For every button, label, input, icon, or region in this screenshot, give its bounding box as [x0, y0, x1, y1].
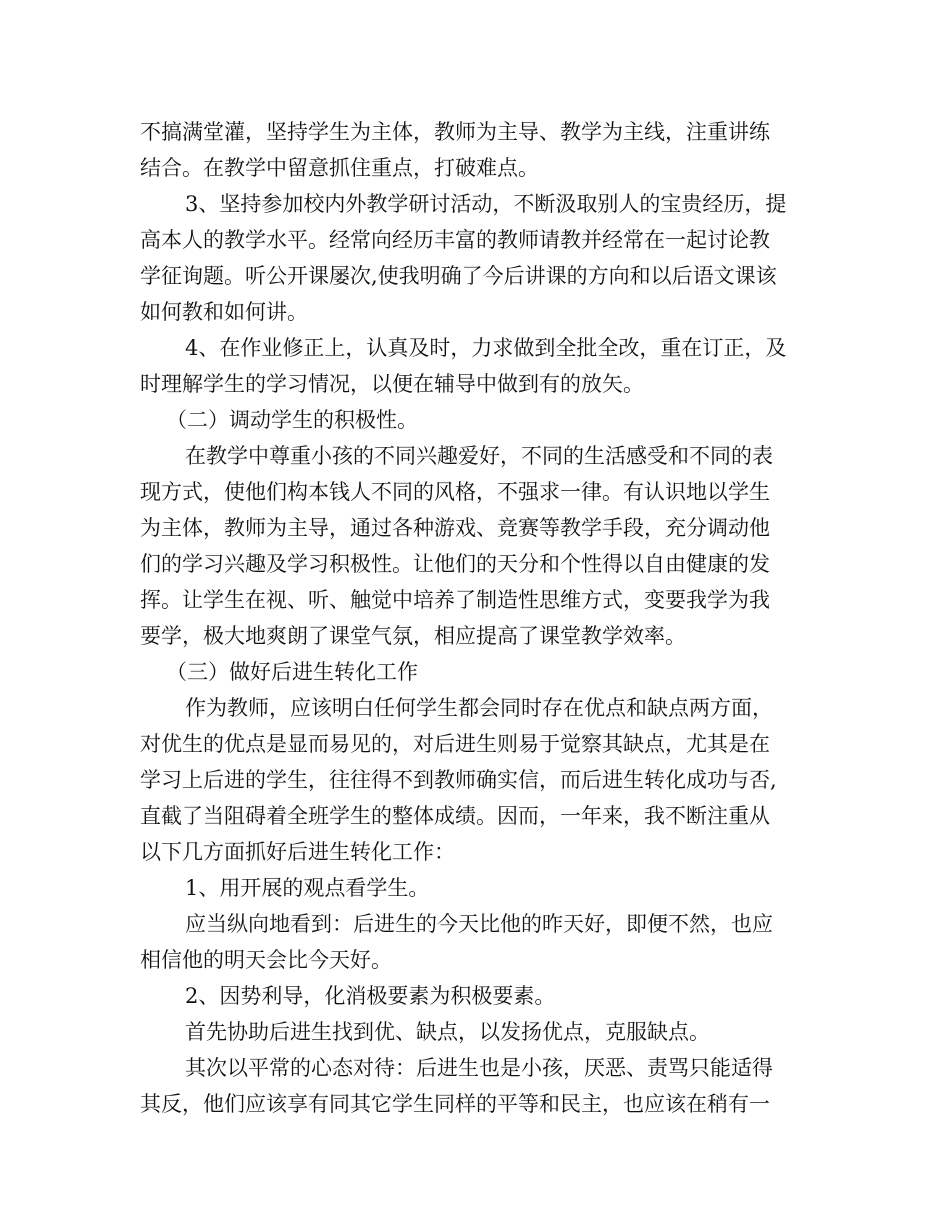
- text-line: 学征询题。听公开课屡次,使我明确了今后讲课的方向和以后语文课该: [140, 264, 777, 288]
- text-line: 4、在作业修正上，认真及时，力求做到全批全改，重在订正，及: [185, 336, 787, 360]
- text-line: 其次以平常的心态对待：后进生也是小孩，厌恶、责骂只能适得: [185, 1056, 773, 1080]
- text-line: 时理解学生的学习情况，以便在辅导中做到有的放矢。: [140, 372, 644, 396]
- text-line: 高本人的教学水平。经常向经历丰富的教师请教并经常在一起讨论教: [140, 228, 770, 252]
- text-line: 学习上后进的学生，往往得不到教师确实信，而后进生转化成功与否,: [140, 768, 777, 792]
- text-line: 要学，极大地爽朗了课堂气氛，相应提高了课堂教学效率。: [140, 624, 686, 648]
- text-line: 相信他的明天会比今天好。: [140, 948, 392, 972]
- text-line: 结合。在教学中留意抓住重点，打破难点。: [140, 156, 539, 180]
- text-line: 以下几方面抓好后进生转化工作：: [140, 840, 455, 864]
- section-heading: （三）做好后进生转化工作: [166, 660, 418, 684]
- text-line: 们的学习兴趣及学习积极性。让他们的天分和个性得以自由健康的发: [140, 552, 770, 576]
- text-line: 在教学中尊重小孩的不同兴趣爱好，不同的生活感受和不同的表: [185, 444, 773, 468]
- text-line: 1、用开展的观点看学生。: [185, 876, 430, 900]
- text-line: 应当纵向地看到：后进生的今天比他的昨天好，即便不然，也应: [185, 912, 773, 936]
- text-line: 现方式，使他们构本钱人不同的风格，不强求一律。有认识地以学生: [140, 480, 770, 504]
- text-line: 其反，他们应该享有同其它学生同样的平等和民主，也应该在稍有一: [140, 1092, 770, 1116]
- text-line: 直截了当阻碍着全班学生的整体成绩。因而，一年来，我不断注重从: [140, 804, 770, 828]
- text-line: 挥。让学生在视、听、触觉中培养了制造性思维方式，变要我学为我: [140, 588, 770, 612]
- section-heading: （二）调动学生的积极性。: [166, 408, 418, 432]
- text-line: 2、因势利导，化消极要素为积极要素。: [185, 984, 556, 1008]
- text-line: 作为教师，应该明白任何学生都会同时存在优点和缺点两方面，: [185, 696, 773, 720]
- text-line: 不搞满堂灌，坚持学生为主体，教师为主导、教学为主线，注重讲练: [140, 120, 770, 144]
- text-line: 如何教和如何讲。: [140, 300, 308, 324]
- text-line: 为主体，教师为主导，通过各种游戏、竞赛等教学手段，充分调动他: [140, 516, 770, 540]
- text-line: 首先协助后进生找到优、缺点，以发扬优点，克服缺点。: [185, 1020, 710, 1044]
- text-line: 3、坚持参加校内外教学研讨活动，不断汲取别人的宝贵经历，提: [185, 192, 787, 216]
- text-line: 对优生的优点是显而易见的，对后进生则易于觉察其缺点，尤其是在: [140, 732, 770, 756]
